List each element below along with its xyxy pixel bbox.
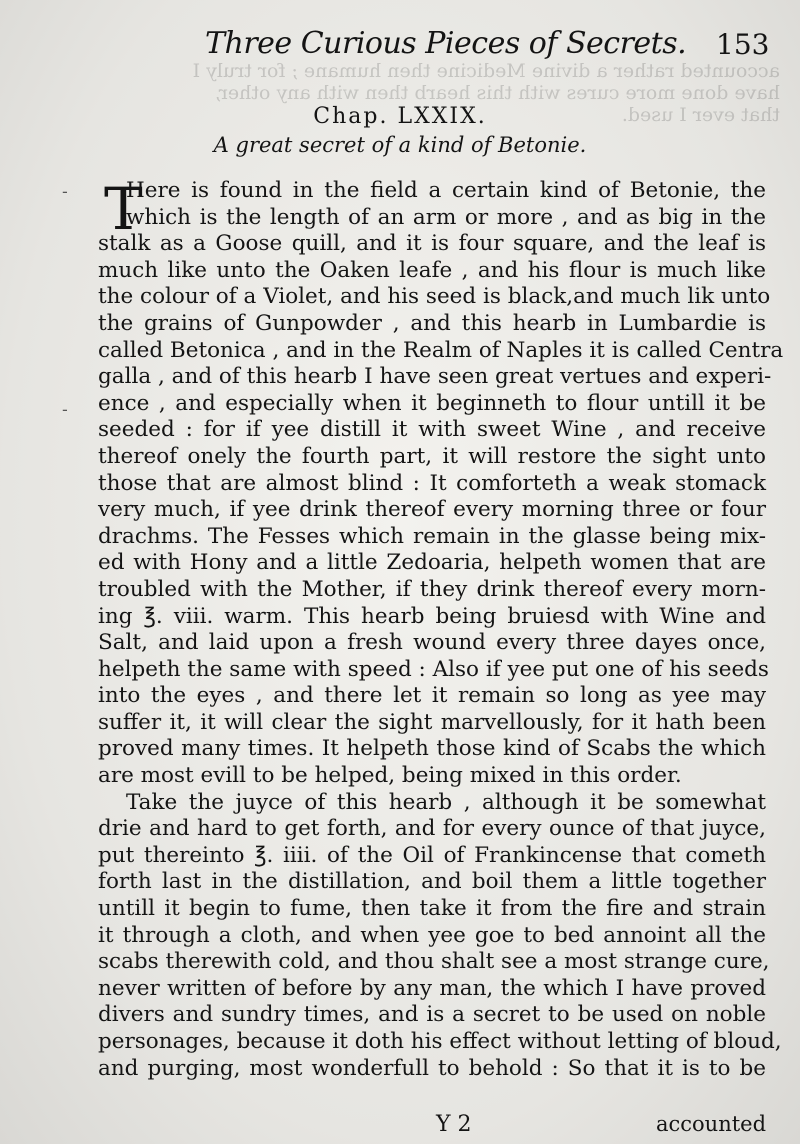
text-line: drie and hard to get forth, and for every ounce of that juyce, (98, 816, 766, 842)
text-line: proved many times. It helpeth those kind of Scabs the which (98, 736, 766, 762)
text-line: helpeth the same with speed : Also if yee put one of his seeds (98, 656, 769, 682)
text-line: divers and sundry times, and is a secret to be used on noble (98, 1002, 766, 1028)
text-line: stalk as a Goose quill, and it is four square, and the leaf is (98, 231, 766, 257)
catchword: accounted (656, 1112, 767, 1136)
text-line: forth last in the distillation, and boil them a little together (98, 869, 766, 895)
text-line: drachms. The Fesses which remain in the glasse being mix- (98, 523, 766, 549)
text-line: it through a cloth, and when yee goe to bed annoint all the (98, 922, 766, 948)
body-text (98, 175, 784, 1082)
text-line: troubled with the Mother, if they drink thereof every morn- (98, 576, 766, 602)
text-line: Take the juyce of this hearb , although it be somewhat (126, 789, 766, 815)
page-number: 153 (716, 28, 770, 61)
drop-cap: T (104, 175, 143, 243)
text-line: suffer it, it will clear the sight marvellously, for it hath been (98, 709, 766, 735)
text-line: scabs therewith cold, and thou shalt see a most strange cure, (98, 949, 770, 975)
text-line: very much, if yee drink thereof every morning three or four (98, 497, 766, 523)
text-line: untill it begin to fume, then take it from the fire and strain (98, 896, 766, 922)
text-line: into the eyes , and there let it remain so long as yee may (98, 683, 766, 709)
text-line: never written of before by any man, the which I have proved (98, 975, 766, 1001)
text-line: much like unto the Oaken leafe , and his flour is much like (98, 257, 766, 283)
text-line: personages, because it doth his effect without letting of bloud, (98, 1029, 782, 1054)
text-line: seeded : for if yee distill it with sweet Wine , and receive (98, 417, 766, 443)
margin-dash-mark: - (62, 182, 68, 201)
text-line: galla , and of this hearb I have seen great vertues and experi- (98, 364, 772, 390)
chapter-subtitle: A great secret of a kind of Betonie. (213, 133, 587, 157)
text-line: the colour of a Violet, and his seed is black,and much lik unto (98, 284, 771, 310)
bleed-through-text: accounted rather a divine Medicine then humane ; for truly I have done more cures with this hearb then with any other, that ever I used. (192, 60, 780, 126)
running-head (0, 22, 800, 70)
text-line: ing ℥. viii. warm. This hearb being bruiesd with Wine and (98, 603, 766, 629)
text-line: are most evill to be helped, being mixed in this order. (98, 763, 682, 789)
text-line: ence , and especially when it beginneth to flour untill it be (98, 390, 766, 416)
text-line: put thereinto ℥. iiii. of the Oil of Frankincense that cometh (98, 842, 766, 868)
text-line: Salt, and laid upon a fresh wound every three dayes once, (98, 630, 766, 656)
text-line: Here is found in the field a certain kind of Betonie, the (126, 178, 766, 203)
margin-dash-mark: - (62, 400, 68, 419)
chapter-heading: Chap. LXXIX. (313, 104, 487, 129)
text-line: those that are almost blind : It comforteth a weak stomack (98, 470, 766, 496)
text-line: ed with Hony and a little Zedoaria, helpeth women that are (98, 550, 766, 576)
text-line: and purging, most wonderfull to behold : So that it is to be (98, 1055, 766, 1081)
page-footer (0, 1112, 800, 1142)
text-line: called Betonica , and in the Realm of Naples it is called Centra (98, 337, 784, 363)
text-line: which is the length of an arm or more , and as big in the (126, 204, 766, 230)
signature-mark: Y 2 (436, 1112, 472, 1137)
text-line: thereof onely the fourth part, it will restore the sight unto (98, 443, 766, 469)
running-head-title: Three Curious Pieces of Secrets. (205, 26, 687, 61)
text-line: the grains of Gunpowder , and this hearb in Lumbardie is (98, 310, 766, 336)
